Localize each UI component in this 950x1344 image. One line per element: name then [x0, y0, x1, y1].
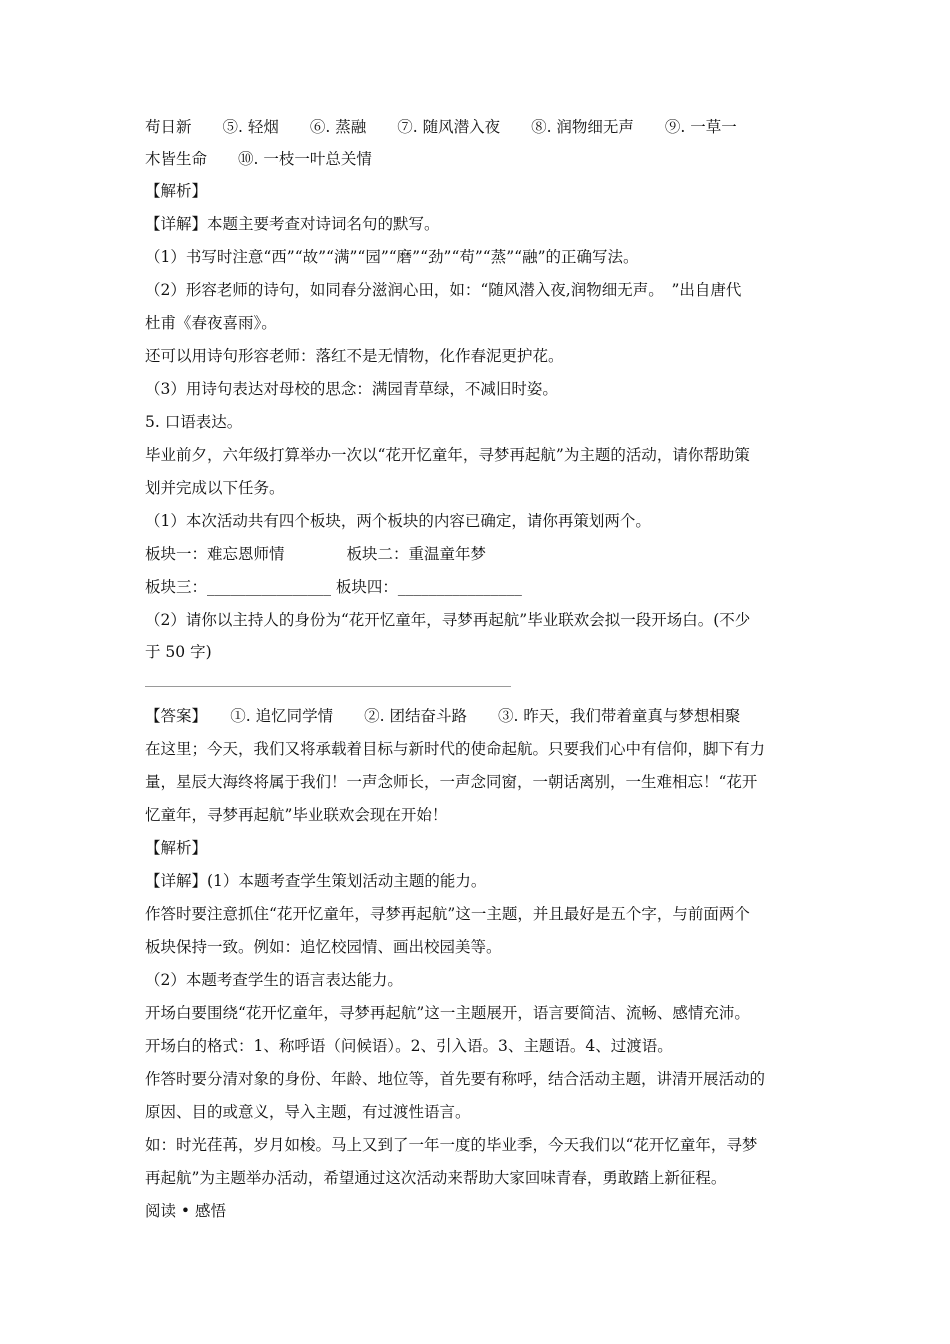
section-heading: 【解析】 [145, 182, 208, 200]
text-line: （1）本次活动共有四个板块，两个板块的内容已确定，请你再策划两个。 [145, 512, 651, 530]
section-title: 阅读 • 感悟 [145, 1202, 226, 1220]
answer-line: 【答案】 ①. 追忆同学情 ②. 团结奋斗路 ③. 昨天，我们带着童真与梦想相聚 [145, 707, 741, 725]
text-line: 【详解】(1）本题考查学生策划活动主题的能力。 [145, 872, 487, 890]
divider-rule [145, 686, 511, 687]
text-line: 毕业前夕，六年级打算举办一次以“花开忆童年，寻梦再起航”为主题的活动，请你帮助策 [145, 446, 750, 464]
text-line: 板块一：难忘恩师情 板块二：重温童年梦 [145, 545, 487, 563]
text-line: 木皆生命 ⑩. 一枝一叶总关情 [145, 150, 372, 168]
text-line: 板块保持一致。例如：追忆校园情、画出校园美等。 [145, 938, 502, 956]
text-line: 作答时要分清对象的身份、年龄、地位等，首先要有称呼，结合活动主题，讲清开展活动的 [145, 1070, 766, 1088]
text-line: 【详解】本题主要考查对诗词名句的默写。 [145, 215, 440, 233]
text-line: （2）本题考查学生的语言表达能力。 [145, 971, 403, 989]
text-line: 苟日新 ⑤. 轻烟 ⑥. 蒸融 ⑦. 随风潜入夜 ⑧. 润物细无声 ⑨. 一草一 [145, 118, 737, 136]
text-line: 如：时光荏苒，岁月如梭。马上又到了一年一度的毕业季，今天我们以“花开忆童年，寻梦 [145, 1136, 758, 1154]
text-line: （2）形容老师的诗句，如同春分滋润心田，如：“随风潜入夜,润物细无声。 ”出自唐代 [145, 281, 742, 299]
text-line: 作答时要注意抓住“花开忆童年，寻梦再起航”这一主题，并且最好是五个字，与前面两个 [145, 905, 750, 923]
text-line: 在这里；今天，我们又将承载着目标与新时代的使命起航。只要我们心中有信仰，脚下有力 [145, 740, 766, 758]
section-heading: 【解析】 [145, 839, 208, 857]
text-line: 忆童年，寻梦再起航”毕业联欢会现在开始！ [145, 806, 448, 824]
text-line: 开场白要围绕“花开忆童年，寻梦再起航”这一主题展开，语言要简洁、流畅、感情充沛。 [145, 1004, 750, 1022]
text-line: （3）用诗句表达对母校的思念：满园青草绿，不减旧时姿。 [145, 380, 558, 398]
text-line: 划并完成以下任务。 [145, 479, 285, 497]
fill-in-blank-line: 板块三：________________ 板块四：________________ [145, 578, 522, 596]
text-line: 原因、目的或意义，导入主题，有过渡性语言。 [145, 1103, 471, 1121]
text-line: 还可以用诗句形容老师：落红不是无情物，化作春泥更护花。 [145, 347, 564, 365]
text-line: 开场白的格式：1、称呼语（问候语）。2、引入语。3、主题语。4、过渡语。 [145, 1037, 673, 1055]
text-line: 再起航”为主题举办活动，希望通过这次活动来帮助大家回味青春，勇敢踏上新征程。 [145, 1169, 727, 1187]
text-line: （1）书写时注意“西”“故”“满”“园”“磨”“劲”“苟”“蒸”“融”的正确写法。 [145, 248, 639, 266]
text-line: （2）请你以主持人的身份为“花开忆童年，寻梦再起航”毕业联欢会拟一段开场白。(不少 [145, 611, 751, 629]
text-line: 杜甫《春夜喜雨》。 [145, 314, 277, 332]
text-line: 量，星辰大海终将属于我们！一声念师长，一声念同窗，一朝话离别，一生难相忘！“花开 [145, 773, 758, 791]
text-line: 于 50 字) [145, 643, 212, 661]
question-title: 5. 口语表达。 [145, 413, 243, 431]
